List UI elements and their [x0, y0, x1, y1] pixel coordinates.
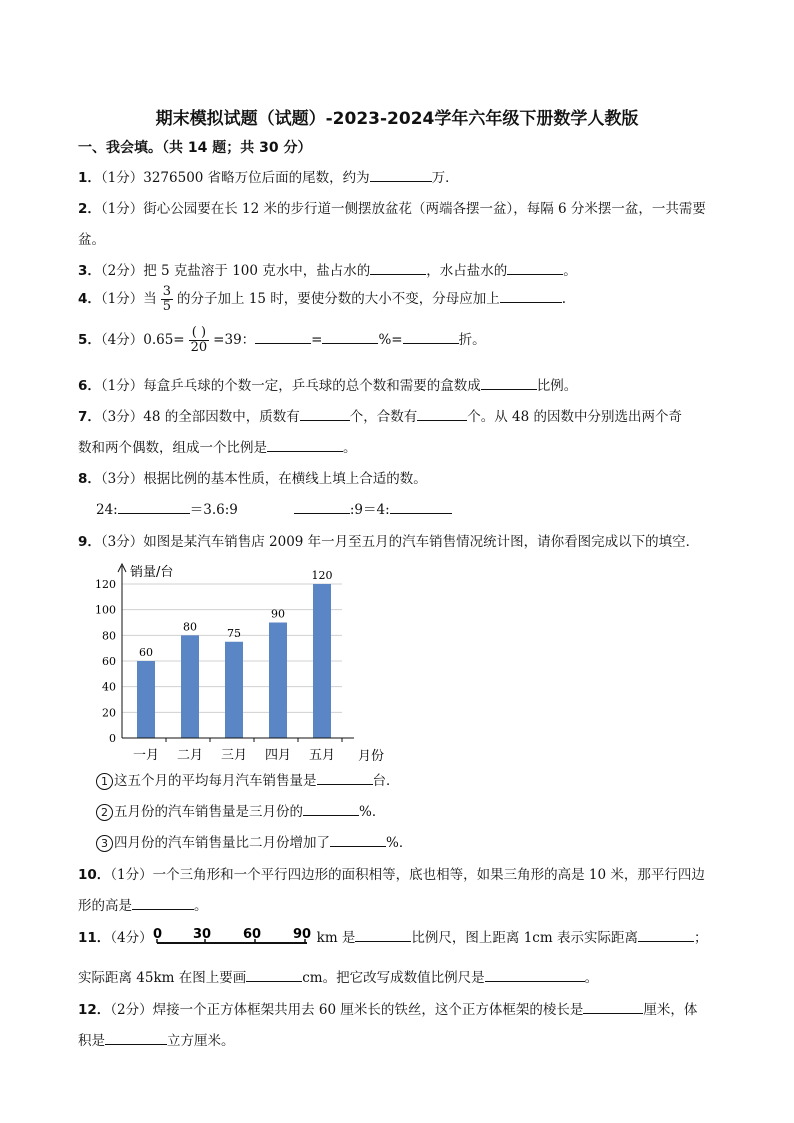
question-8-line2: 24: ＝3.6:9 :9＝4: — [96, 498, 452, 518]
bar-value-label: 90 — [271, 607, 285, 621]
question-9-sub3: 3 四月份的汽车销售量比二月份增加了 %． — [96, 831, 412, 852]
question-10-line2: 形的高是 。 — [78, 898, 208, 914]
x-tick-label: 五月 — [308, 748, 336, 763]
answer-blank[interactable] — [390, 500, 452, 514]
x-tick-label: 一月 — [132, 748, 160, 763]
scale-label-90: 90 — [292, 927, 311, 942]
answer-blank[interactable] — [507, 261, 563, 275]
answer-blank[interactable] — [118, 500, 190, 514]
question-6: 6．（1分）每盒乒乓球的个数一定，乒乓球的总个数和需要的盒数成 比例。 — [78, 378, 578, 394]
x-tick-label: 二月 — [176, 748, 204, 763]
question-9: 9．（3分）如图是某汽车销售店 2009 年一月至五月的汽车销售情况统计图，请你看图完成以下的填空． — [78, 534, 700, 550]
page-title: 期末模拟试题（试题）-2023-2024学年六年级下册数学人教版 — [155, 109, 639, 129]
answer-blank[interactable] — [417, 407, 467, 421]
answer-blank[interactable] — [355, 928, 411, 942]
question-10: 10．（1分）一个三角形和一个平行四边形的面积相等，底也相等，如果三角形的高是 10 米，那平行四边 — [78, 867, 705, 883]
answer-blank[interactable] — [370, 261, 426, 275]
answer-blank[interactable] — [322, 330, 378, 344]
answer-blank[interactable] — [485, 968, 585, 982]
answer-blank[interactable] — [330, 833, 386, 847]
y-tick-label: 0 — [109, 732, 116, 745]
question-5: 5．（4分）0.65= $\frac{( )}{20}$ =39： = %= 折。 — [78, 325, 486, 355]
answer-blank[interactable] — [500, 289, 562, 303]
question-number: 2． — [78, 201, 101, 217]
answer-blank[interactable] — [105, 1031, 167, 1045]
answer-blank[interactable] — [370, 168, 432, 182]
question-number: 6． — [78, 378, 101, 394]
question-2: 2．（1分）街心公园要在长 12 米的步行道一侧摆放盆花（两端各摆一盆），每隔 6 分米摆一盆，一共需要 — [78, 201, 706, 217]
scale-label-60: 60 — [242, 927, 261, 942]
question-12-line2: 积是 立方厘米。 — [78, 1033, 235, 1049]
y-tick-label: 20 — [102, 706, 116, 720]
scale-label-0: 0 — [152, 927, 162, 942]
section-heading: 一、我会填。（共 14 题；共 30 分） — [78, 140, 312, 156]
question-3: 3．（2分）把 5 克盐溶于 100 克水中，盐占水的 ，水占盐水的 。 — [78, 263, 577, 279]
fraction: $\frac{( )}{20}$ — [190, 325, 208, 355]
scale-bar — [153, 928, 317, 950]
question-9-sub1: 1 这五个月的平均每月汽车销售量是 台． — [96, 769, 400, 790]
answer-blank[interactable] — [317, 771, 373, 785]
circled-3: 3 — [96, 835, 113, 852]
scale-label-30: 30 — [192, 927, 211, 942]
question-11: 11．（4分） 0 30 60 90 km 是 比例尺，图上距离 1cm 表示实际距离 ； — [78, 926, 707, 950]
bar-value-label: 120 — [311, 569, 333, 582]
question-2-line2: 盆。 — [78, 232, 105, 248]
bar — [137, 661, 155, 738]
bar-chart — [92, 556, 402, 766]
question-number: 12． — [78, 1002, 111, 1018]
question-7-line2: 数和两个偶数，组成一个比例是 。 — [78, 440, 357, 456]
bar-value-label: 80 — [183, 620, 197, 634]
question-number: 10． — [78, 867, 111, 883]
question-12: 12．（2分）焊接一个正方体框架共用去 60 厘米长的铁丝，这个正方体框架的棱长是 厘米，体 — [78, 1002, 698, 1018]
answer-blank[interactable] — [246, 968, 302, 982]
y-tick-label: 100 — [95, 603, 116, 617]
x-tick-label: 四月 — [264, 748, 292, 763]
answer-blank[interactable] — [403, 330, 459, 344]
question-8: 8．（3分）根据比例的基本性质，在横线上填上合适的数。 — [78, 471, 427, 487]
question-11-line2: 实际距离 45km 在图上要画 cm。把它改写成数值比例尺是 。 — [78, 970, 599, 986]
question-4: 4．（1分）当 $\frac{3}{5}$ 的分子加上 15 时，要使分数的大小不变，分母应加上 . — [78, 284, 567, 314]
y-tick-label: 40 — [102, 680, 116, 694]
answer-blank[interactable] — [481, 376, 537, 390]
answer-blank[interactable] — [638, 928, 694, 942]
bar — [269, 623, 287, 739]
answer-blank[interactable] — [303, 802, 359, 816]
question-9-sub2: 2 五月份的汽车销售量是三月份的 %． — [96, 800, 385, 821]
answer-blank[interactable] — [583, 1000, 643, 1014]
y-tick-label: 80 — [102, 629, 116, 643]
bar — [225, 642, 243, 738]
question-number: 9． — [78, 534, 101, 550]
bar — [313, 584, 331, 738]
answer-blank[interactable] — [255, 330, 311, 344]
bar-value-label: 75 — [227, 626, 241, 640]
x-tick-label: 三月 — [220, 748, 248, 763]
chart-ylabel: 销量/台 — [130, 565, 174, 580]
question-number: 1． — [78, 170, 101, 186]
fraction: $\frac{3}{5}$ — [162, 284, 172, 314]
answer-blank[interactable] — [132, 896, 194, 910]
chart-xlabel: 月份 — [358, 749, 385, 764]
circled-2: 2 — [96, 804, 113, 821]
question-1: 1．（1分）3276500 省略万位后面的尾数，约为 万． — [78, 170, 459, 186]
question-number: 3． — [78, 263, 101, 279]
bar-value-label: 60 — [139, 646, 153, 659]
y-tick-label: 120 — [95, 578, 116, 591]
question-number: 5． — [78, 332, 101, 348]
question-7: 7．（3分）48 的全部因数中，质数有 个，合数有 个。从 48 的因数中分别选出两个奇 — [78, 409, 682, 425]
circled-1: 1 — [96, 773, 113, 790]
question-number: 11． — [78, 930, 111, 946]
answer-blank[interactable] — [300, 407, 350, 421]
question-number: 8． — [78, 471, 101, 487]
answer-blank[interactable] — [267, 438, 343, 452]
answer-blank[interactable] — [294, 500, 350, 514]
question-number: 7． — [78, 409, 101, 425]
bar — [181, 635, 199, 738]
y-tick-label: 60 — [102, 655, 116, 668]
question-number: 4． — [78, 291, 101, 307]
